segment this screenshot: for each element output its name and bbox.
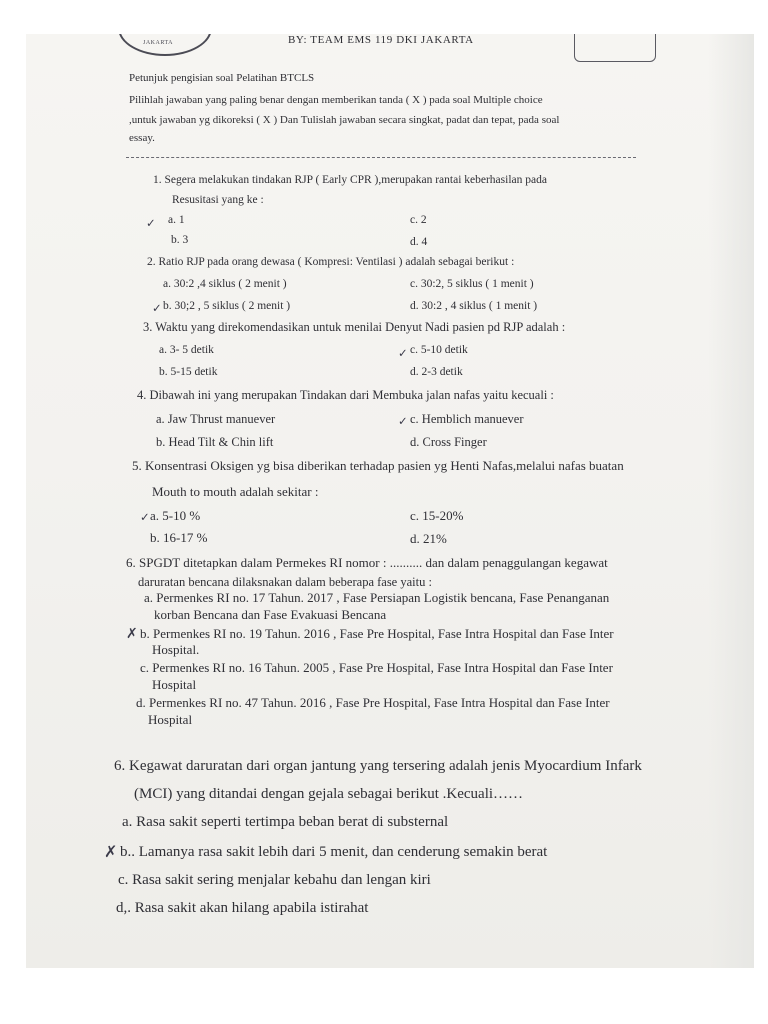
q3-option-d: d. 2-3 detik	[410, 366, 463, 378]
q1-option-a: a. 1	[168, 214, 185, 226]
q1-option-c: c. 2	[410, 214, 427, 226]
q4-option-c: c. Hemblich manuever	[410, 412, 524, 426]
q6a-option-b-cont: Hospital.	[152, 642, 200, 657]
q6a-option-d: d. Permenkes RI no. 47 Tahun. 2016 , Fase Pre Hospital, Fase Intra Hospital dan Fase Inter	[136, 695, 610, 710]
q6b-stem-2: (MCI) yang ditandai dengan gejala sebagai berikut .Kecuali……	[134, 786, 524, 802]
q3-option-b: b. 5-15 detik	[159, 366, 218, 378]
q4-stem: 4. Dibawah ini yang merupakan Tindakan dari Membuka jalan nafas yaitu kecuali :	[137, 388, 554, 402]
cross-mark-icon: ✗	[104, 842, 118, 861]
q5-option-a: a. 5-10 %	[150, 508, 201, 523]
cross-mark-icon: ✗	[126, 626, 138, 642]
check-mark-icon: ✓	[152, 301, 162, 315]
q6a-option-a: a. Permenkes RI no. 17 Tahun. 2017 , Fase Persiapan Logistik bencana, Fase Penanganan	[144, 590, 610, 605]
q2-option-b: b. 30;2 , 5 siklus ( 2 menit )	[163, 300, 291, 312]
check-mark-icon: ✓	[140, 510, 150, 524]
q6b-option-c: c. Rasa sakit sering menjalar kebahu dan lengan kiri	[118, 872, 431, 888]
q2-stem: 2. Ratio RJP pada orang dewasa ( Kompresi: Ventilasi ) adalah sebagai berikut :	[147, 256, 515, 268]
q1-option-b: b. 3	[171, 234, 189, 246]
q6b-option-b: b.. Lamanya rasa sakit lebih dari 5 menit, dan cenderung semakin berat	[120, 844, 548, 860]
q3-option-c: c. 5-10 detik	[410, 344, 468, 356]
instruction-line-2: Pilihlah jawaban yang paling benar dengan memberikan tanda ( X ) pada soal Multiple choice	[129, 94, 543, 106]
q6a-option-d-cont: Hospital	[148, 712, 193, 727]
check-mark-icon: ✓	[146, 216, 156, 230]
page-header: BY: TEAM EMS 119 DKI JAKARTA	[288, 34, 474, 46]
page-shadow	[708, 34, 754, 968]
q5-option-c: c. 15-20%	[410, 508, 464, 523]
q2-option-c: c. 30:2, 5 siklus ( 1 menit )	[410, 278, 534, 290]
q3-option-a: a. 3- 5 detik	[159, 344, 214, 356]
q6a-option-a-cont: korban Bencana dan Fase Evakuasi Bencana	[154, 607, 387, 622]
exam-sheet	[26, 34, 754, 968]
score-box	[574, 34, 656, 62]
check-mark-icon: ✓	[398, 414, 408, 428]
instruction-line-1: Petunjuk pengisian soal Pelatihan BTCLS	[129, 72, 315, 84]
q6a-stem: 6. SPGDT ditetapkan dalam Permekes RI nomor : .......... dan dalam penaggulangan kegawat	[126, 555, 608, 570]
q5-stem: 5. Konsentrasi Oksigen yg bisa diberikan terhadap pasien yg Henti Nafas,melalui nafas buatan	[132, 458, 624, 473]
q6a-option-b: b. Permenkes RI no. 19 Tahun. 2016 , Fase Pre Hospital, Fase Intra Hospital dan Fase Inter	[140, 626, 614, 641]
instruction-line-4: essay.	[129, 132, 155, 144]
q6a-stem-2: daruratan bencana dilaksnakan dalam beberapa fase yaitu :	[138, 575, 432, 589]
q1-stem-2: Resusitasi yang ke :	[172, 194, 264, 206]
q6b-option-d: d,. Rasa sakit akan hilang apabila istirahat	[116, 900, 369, 916]
q1-stem: 1. Segera melakukan tindakan RJP ( Early CPR ),merupakan rantai keberhasilan pada	[153, 174, 547, 186]
q5-option-d: d. 21%	[410, 531, 447, 546]
q2-option-a: a. 30:2 ,4 siklus ( 2 menit )	[163, 278, 287, 290]
q6a-option-c-cont: Hospital	[152, 677, 197, 692]
q6b-option-a: a. Rasa sakit seperti tertimpa beban berat di substernal	[122, 814, 449, 830]
q6b-stem: 6. Kegawat daruratan dari organ jantung yang tersering adalah jenis Myocardium Infark	[114, 758, 642, 774]
check-mark-icon: ✓	[398, 346, 408, 360]
q2-option-d: d. 30:2 , 4 siklus ( 1 menit )	[410, 300, 538, 312]
q4-option-d: d. Cross Finger	[410, 435, 487, 449]
divider	[126, 157, 636, 158]
q5-stem-2: Mouth to mouth adalah sekitar :	[152, 484, 319, 499]
logo-text: JAKARTA	[143, 40, 173, 46]
instruction-line-3: ,untuk jawaban yg dikoreksi ( X ) Dan Tulislah jawaban secara singkat, padat dan tepat, pada soal	[129, 114, 560, 126]
q4-option-a: a. Jaw Thrust manuever	[156, 412, 276, 426]
q5-option-b: b. 16-17 %	[150, 530, 208, 545]
q1-option-d: d. 4	[410, 236, 428, 248]
q4-option-b: b. Head Tilt & Chin lift	[156, 435, 274, 449]
q6a-option-c: c. Permenkes RI no. 16 Tahun. 2005 , Fase Pre Hospital, Fase Intra Hospital dan Fase Inter	[140, 660, 613, 675]
q3-stem: 3. Waktu yang direkomendasikan untuk menilai Denyut Nadi pasien pd RJP adalah :	[143, 320, 566, 334]
